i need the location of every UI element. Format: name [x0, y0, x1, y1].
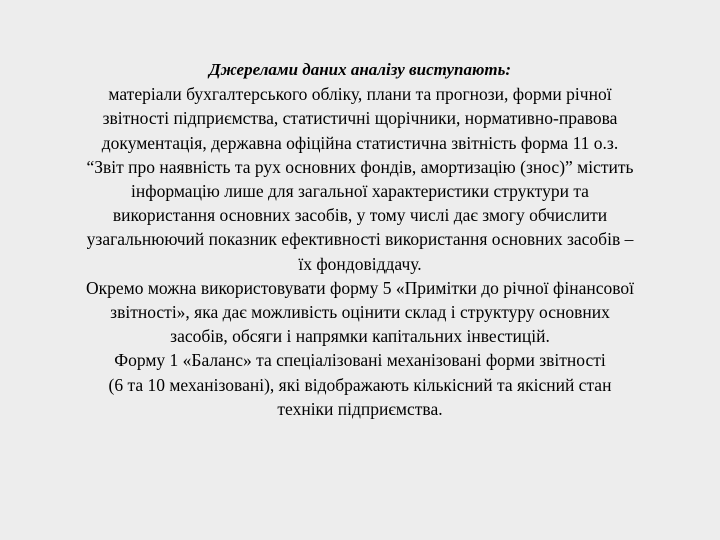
text-line: (6 та 10 механізовані), які відображають кількісний та якісний стан: [108, 374, 612, 395]
text-line: Форму 1 «Баланс» та спеціалізовані механізовані форми звітності: [114, 350, 606, 371]
text-line: їх фондовіддачу.: [298, 253, 422, 274]
text-line: звітності підприємства, статистичні щорічники, нормативно-правова: [102, 108, 618, 129]
text-line: узагальнюючий показник ефективності використання основних засобів –: [86, 229, 634, 250]
text-line: використання основних засобів, у тому числі дає змогу обчислити: [112, 205, 608, 226]
text-line: матеріали бухгалтерського обліку, плани та прогнози, форми річної: [108, 84, 612, 105]
text-line: техніки підприємства.: [277, 398, 443, 419]
text-line: документація, державна офіційна статистична звітність форма 11 о.з.: [101, 132, 619, 153]
text-line: “Звіт про наявність та рух основних фондів, амортизацію (знос)” містить: [86, 156, 634, 177]
text-line: засобів, обсяги і напрямки капітальних інвестицій.: [170, 326, 550, 347]
slide-text-block: [40, 58, 680, 421]
text-line: Окремо можна використовувати форму 5 «Примітки до річної фінансової: [85, 277, 635, 298]
text-line: звітності», яка дає можливість оцінити склад і структуру основних: [110, 302, 610, 323]
slide-heading: Джерелами даних аналізу виступають:: [208, 60, 512, 79]
text-line: інформацію лише для загальної характеристики структури та: [131, 181, 589, 202]
